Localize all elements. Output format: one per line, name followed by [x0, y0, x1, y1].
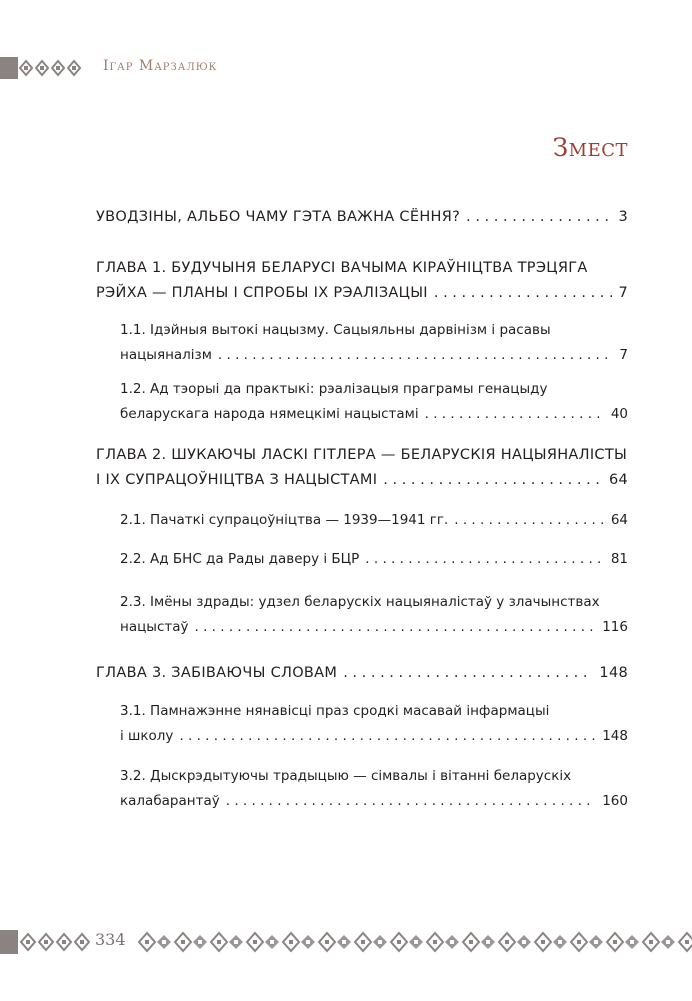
- toc-page-number: 40: [610, 406, 628, 422]
- toc-entry-title-line2: РЭЙХА — ПЛАНЫ І СПРОБЫ ІХ РЭАЛІЗАЦЫІ: [96, 285, 428, 301]
- toc-entry-title-line2: калабарантаў: [120, 793, 220, 809]
- toc-entry-chapter-2[interactable]: [96, 443, 628, 493]
- leader-dots: [434, 281, 613, 306]
- toc-entry-section-3-1[interactable]: [120, 699, 628, 749]
- leader-dots: [179, 724, 596, 749]
- toc-page-number: 81: [610, 551, 628, 567]
- toc-entry-title: УВОДЗІНЫ, АЛЬБО ЧАМУ ГЭТА ВАЖНА СЁННЯ?: [96, 209, 461, 225]
- page-title: Змест: [552, 133, 628, 162]
- leader-dots: [454, 508, 605, 533]
- toc-page-number: 64: [610, 512, 628, 528]
- toc-entry-title: 2.1. Пачаткі супрацоўніцтва — 1939—1941 гг.: [120, 512, 449, 528]
- toc-page-number: 160: [602, 793, 628, 809]
- leader-dots: [195, 615, 597, 640]
- leader-dots: [383, 468, 603, 493]
- toc-entry-title-line2: беларускага народа нямецкімі нацыстамі: [120, 406, 419, 422]
- toc-entry-title: 2.2. Ад БНС да Рады даверу і БЦР: [120, 551, 360, 567]
- toc-entry-title-line2: і школу: [120, 728, 174, 744]
- toc-entry-section-3-2[interactable]: [120, 764, 628, 814]
- header-grey-block: [0, 57, 18, 79]
- toc-page-number: 148: [599, 665, 628, 681]
- footer-ornament-left-icon: [18, 930, 90, 954]
- toc-entry-intro[interactable]: [96, 205, 628, 230]
- header-ornament-band: [0, 57, 90, 79]
- toc-page-number: 64: [608, 472, 628, 488]
- toc-entry-title-line1: ГЛАВА 1. БУДУЧЫНЯ БЕЛАРУСІ ВАЧЫМА КІРАЎНІЦТВА ТРЭЦЯГА: [96, 260, 588, 276]
- leader-dots: [365, 547, 605, 572]
- toc-entry-title-line1: 3.1. Памнажэнне нянавісці праз сродкі масавай інфармацыі: [120, 703, 550, 719]
- toc-entry-section-2-3[interactable]: [120, 590, 628, 640]
- toc-page-number: 148: [602, 728, 628, 744]
- running-header-author: Ігар Марзалюк: [103, 58, 218, 74]
- toc-entry-section-2-1[interactable]: [120, 508, 628, 533]
- toc-entry-title-line1: 2.3. Імёны здрады: удзел беларускіх нацыяналістаў у злачынствах: [120, 594, 600, 610]
- leader-dots: [425, 402, 605, 427]
- toc-entry-title-line2: І ІХ СУПРАЦОЎНІЦТВА З НАЦЫСТАМІ: [96, 472, 378, 488]
- footer-grey-block: [0, 930, 18, 954]
- toc-page-number: 116: [602, 619, 628, 635]
- toc-entry-chapter-3[interactable]: [96, 661, 628, 686]
- toc-entry-title-line2: нацыяналізм: [120, 347, 212, 363]
- toc-entry-title-line2: нацыстаў: [120, 619, 189, 635]
- toc-entry-title-line1: ГЛАВА 2. ШУКАЮЧЫ ЛАСКІ ГІТЛЕРА — БЕЛАРУСКІЯ НАЦЫЯНАЛІСТЫ: [96, 447, 628, 463]
- leader-dots: [466, 205, 612, 230]
- footer-ornament-right-icon: [137, 930, 692, 954]
- toc-entry-title-line1: 1.1. Ідэйныя вытокі нацызму. Сацыяльны дарвінізм і расавы: [120, 322, 551, 338]
- toc-page-number: 7: [619, 347, 628, 363]
- toc-entry-title-line1: 3.2. Дыскрэдытуючы традыцыю — сімвалы і вітанні беларускіх: [120, 768, 572, 784]
- toc-entry-section-1-2[interactable]: [120, 377, 628, 427]
- leader-dots: [343, 661, 593, 686]
- toc-entry-section-2-2[interactable]: [120, 547, 628, 572]
- toc-entry-chapter-1[interactable]: [96, 256, 628, 306]
- header-ornament-icon: [18, 57, 86, 79]
- toc-entry-title: ГЛАВА 3. ЗАБІВАЮЧЫ СЛОВАМ: [96, 665, 338, 681]
- leader-dots: [218, 343, 613, 368]
- page-number: 334: [95, 930, 126, 949]
- toc-page-number: 3: [618, 209, 628, 225]
- toc-page-number: 7: [618, 285, 628, 301]
- leader-dots: [226, 789, 596, 814]
- toc-entry-title-line1: 1.2. Ад тэорыі да практыкі: рэалізацыя праграмы генацыду: [120, 381, 548, 397]
- toc-entry-section-1-1[interactable]: [120, 318, 628, 368]
